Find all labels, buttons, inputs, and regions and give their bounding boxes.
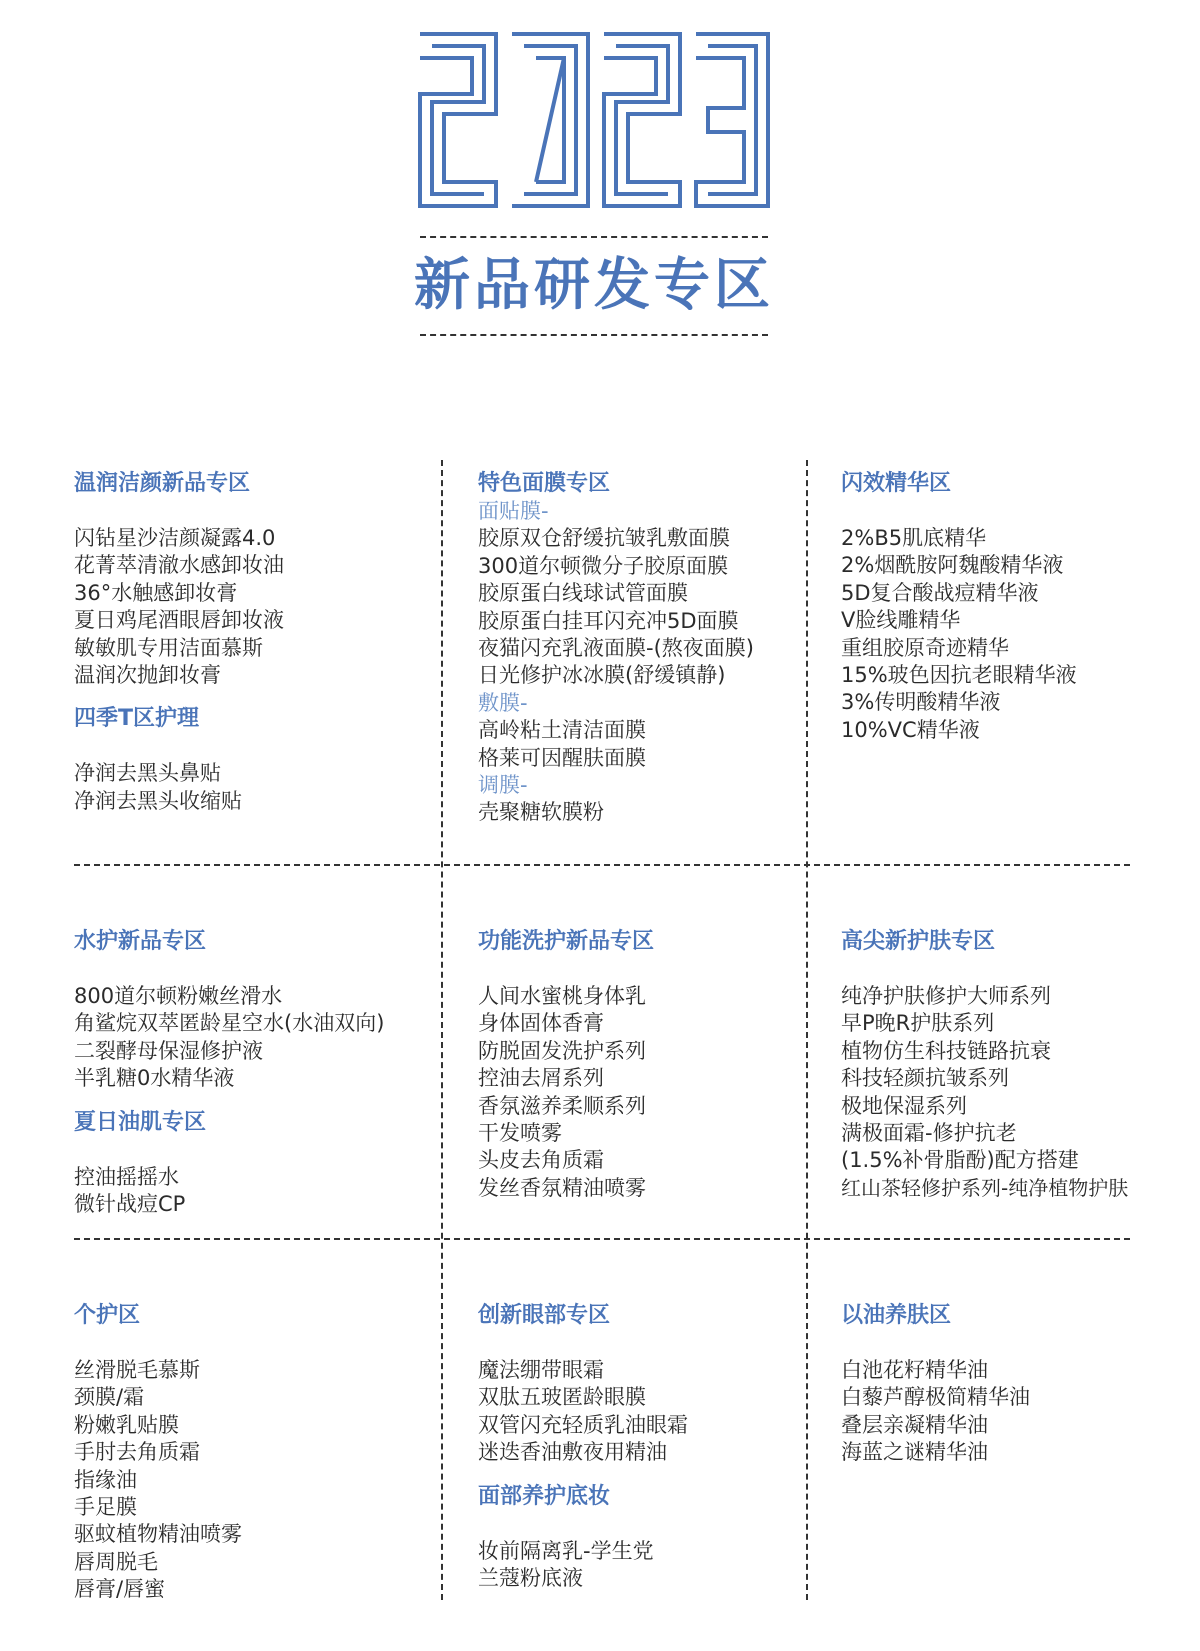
section-group (74, 928, 454, 1093)
list-item: 发丝香氛精油喷雾 (478, 1175, 646, 1200)
section-group (478, 470, 858, 827)
list-item: 壳聚糖软膜粉 (478, 800, 604, 825)
list-item: 10%VC精华液 (841, 717, 980, 742)
section-title: 个护区 (74, 1303, 141, 1328)
list-item: 高岭粘土清洁面膜 (478, 718, 646, 743)
section-group (841, 928, 1181, 1202)
subsection-label: 面贴膜- (478, 499, 549, 523)
list-item: 唇周脱毛 (74, 1549, 158, 1574)
section-group (74, 470, 454, 689)
list-item: 防脱固发洗护系列 (478, 1038, 646, 1063)
list-item: 极地保湿系列 (841, 1093, 967, 1118)
section-cell (478, 470, 858, 843)
title-divider-bottom (420, 334, 768, 336)
list-item: 2%B5肌底精华 (841, 526, 987, 550)
section-group (478, 1483, 858, 1593)
list-item: 半乳糖0水精华液 (74, 1066, 235, 1091)
list-item: 800道尔顿粉嫩丝滑水 (74, 984, 283, 1008)
list-item: 控油摇摇水 (74, 1164, 179, 1189)
list-item: 重组胶原奇迹精华 (841, 635, 1009, 660)
section-group (74, 705, 454, 815)
list-item: 香氛滋养柔顺系列 (478, 1093, 646, 1118)
title-divider-top (420, 236, 768, 238)
page-title: 新品研发专区 (414, 253, 774, 318)
section-group (841, 470, 1181, 744)
list-item: 颈膜/霜 (74, 1385, 145, 1410)
section-group (74, 1302, 454, 1604)
list-item: 纯净护肤修护大师系列 (841, 984, 1051, 1008)
section-cell (74, 470, 454, 831)
list-item: 身体固体香膏 (478, 1011, 604, 1036)
list-item: V脸线雕精华 (841, 608, 961, 633)
list-item: 红山茶轻修护系列-纯净植物护肤 (841, 1175, 1129, 1200)
grid-divider-horizontal (74, 1238, 1130, 1240)
list-item: 手肘去角质霜 (74, 1440, 200, 1465)
list-item: 海蓝之谜精华油 (841, 1440, 988, 1465)
list-item: 花菁萃清澈水感卸妆油 (74, 553, 284, 578)
section-group (478, 1302, 858, 1467)
section-title: 闪效精华区 (841, 471, 952, 496)
list-item: (1.5%补骨脂酚)配方搭建 (841, 1148, 1079, 1173)
list-item: 胶原蛋白线球试管面膜 (478, 581, 688, 606)
grid-divider-horizontal (74, 864, 1130, 866)
subsection-label: 敷膜- (478, 690, 528, 715)
section-group (841, 1302, 1181, 1467)
list-item: 2%烟酰胺阿魏酸精华液 (841, 553, 1064, 578)
list-item: 3%传明酸精华液 (841, 690, 1001, 715)
section-group (478, 928, 858, 1202)
list-item: 唇膏/唇蜜 (74, 1577, 166, 1602)
list-item: 夏日鸡尾酒眼唇卸妆液 (74, 608, 284, 633)
list-item: 温润次抛卸妆膏 (74, 663, 221, 688)
list-item: 干发喷雾 (478, 1121, 562, 1146)
section-title: 以油养肤区 (841, 1303, 952, 1328)
list-item: 丝滑脱毛慕斯 (74, 1358, 200, 1382)
list-item: 白藜芦醇极简精华油 (841, 1385, 1030, 1410)
year-logo-2023 (416, 30, 772, 210)
list-item: 双管闪充轻质乳油眼霜 (478, 1412, 688, 1437)
list-item: 粉嫩乳贴膜 (74, 1412, 179, 1437)
list-item: 早P晚R护肤系列 (841, 1011, 995, 1036)
list-item: 胶原双仓舒缓抗皱乳敷面膜 (478, 526, 730, 551)
list-item: 15%玻色因抗老眼精华液 (841, 663, 1077, 688)
list-item: 植物仿生科技链路抗衰 (841, 1038, 1051, 1063)
section-cell (74, 928, 454, 1234)
section-cell (841, 1302, 1181, 1483)
list-item: 魔法绷带眼霜 (478, 1358, 604, 1382)
list-item: 36°水触感卸妆膏 (74, 580, 238, 605)
list-item: 夜猫闪充乳液面膜-(熬夜面膜) (478, 636, 754, 661)
list-item: 科技轻颜抗皱系列 (841, 1066, 1009, 1091)
section-title: 四季T区护理 (74, 706, 200, 732)
list-item: 双肽五玻匿龄眼膜 (478, 1385, 646, 1410)
section-group (74, 1109, 454, 1219)
list-item: 胶原蛋白挂耳闪充冲5D面膜 (478, 608, 739, 633)
section-title: 创新眼部专区 (478, 1303, 611, 1328)
section-title: 功能洗护新品专区 (478, 929, 655, 954)
list-item: 格莱可因醒肤面膜 (478, 745, 646, 770)
list-item: 白池花籽精华油 (841, 1358, 988, 1382)
section-title: 夏日油肌专区 (74, 1109, 207, 1135)
section-cell (841, 928, 1181, 1218)
list-item: 驱蚊植物精油喷雾 (74, 1522, 242, 1547)
list-item: 300道尔顿微分子胶原面膜 (478, 553, 729, 578)
list-item: 闪钻星沙洁颜凝露4.0 (74, 526, 276, 550)
section-title: 面部养护底妆 (478, 1483, 611, 1509)
section-cell (841, 470, 1181, 760)
list-item: 人间水蜜桃身体乳 (478, 984, 646, 1008)
section-cell (478, 928, 858, 1218)
section-title: 水护新品专区 (74, 929, 207, 954)
list-item: 手足膜 (74, 1495, 137, 1520)
section-title: 高尖新护肤专区 (841, 929, 996, 954)
list-item: 兰蔻粉底液 (478, 1566, 583, 1591)
list-item: 二裂酵母保湿修护液 (74, 1038, 263, 1063)
section-cell (74, 1302, 454, 1620)
list-item: 5D复合酸战痘精华液 (841, 580, 1039, 605)
list-item: 净润去黑头鼻贴 (74, 761, 221, 786)
list-item: 迷迭香油敷夜用精油 (478, 1440, 667, 1465)
list-item: 叠层亲凝精华油 (841, 1412, 988, 1437)
list-item: 敏敏肌专用洁面慕斯 (74, 635, 263, 660)
list-item: 日光修护冰冰膜(舒缓镇静) (478, 663, 726, 688)
list-item: 角鲨烷双萃匿龄星空水(水油双向) (74, 1011, 385, 1036)
list-item: 头皮去角质霜 (478, 1148, 604, 1173)
list-item: 满极面霜-修护抗老 (841, 1121, 1017, 1146)
list-item: 微针战痘CP (74, 1192, 186, 1217)
list-item: 净润去黑头收缩贴 (74, 788, 242, 813)
section-cell (478, 1302, 858, 1608)
subsection-label: 调膜- (478, 773, 528, 798)
list-item: 控油去屑系列 (478, 1066, 604, 1091)
section-title: 特色面膜专区 (478, 471, 611, 496)
section-title: 温润洁颜新品专区 (74, 471, 251, 496)
list-item: 妆前隔离乳-学生党 (478, 1538, 654, 1563)
list-item: 指缘油 (74, 1467, 137, 1492)
